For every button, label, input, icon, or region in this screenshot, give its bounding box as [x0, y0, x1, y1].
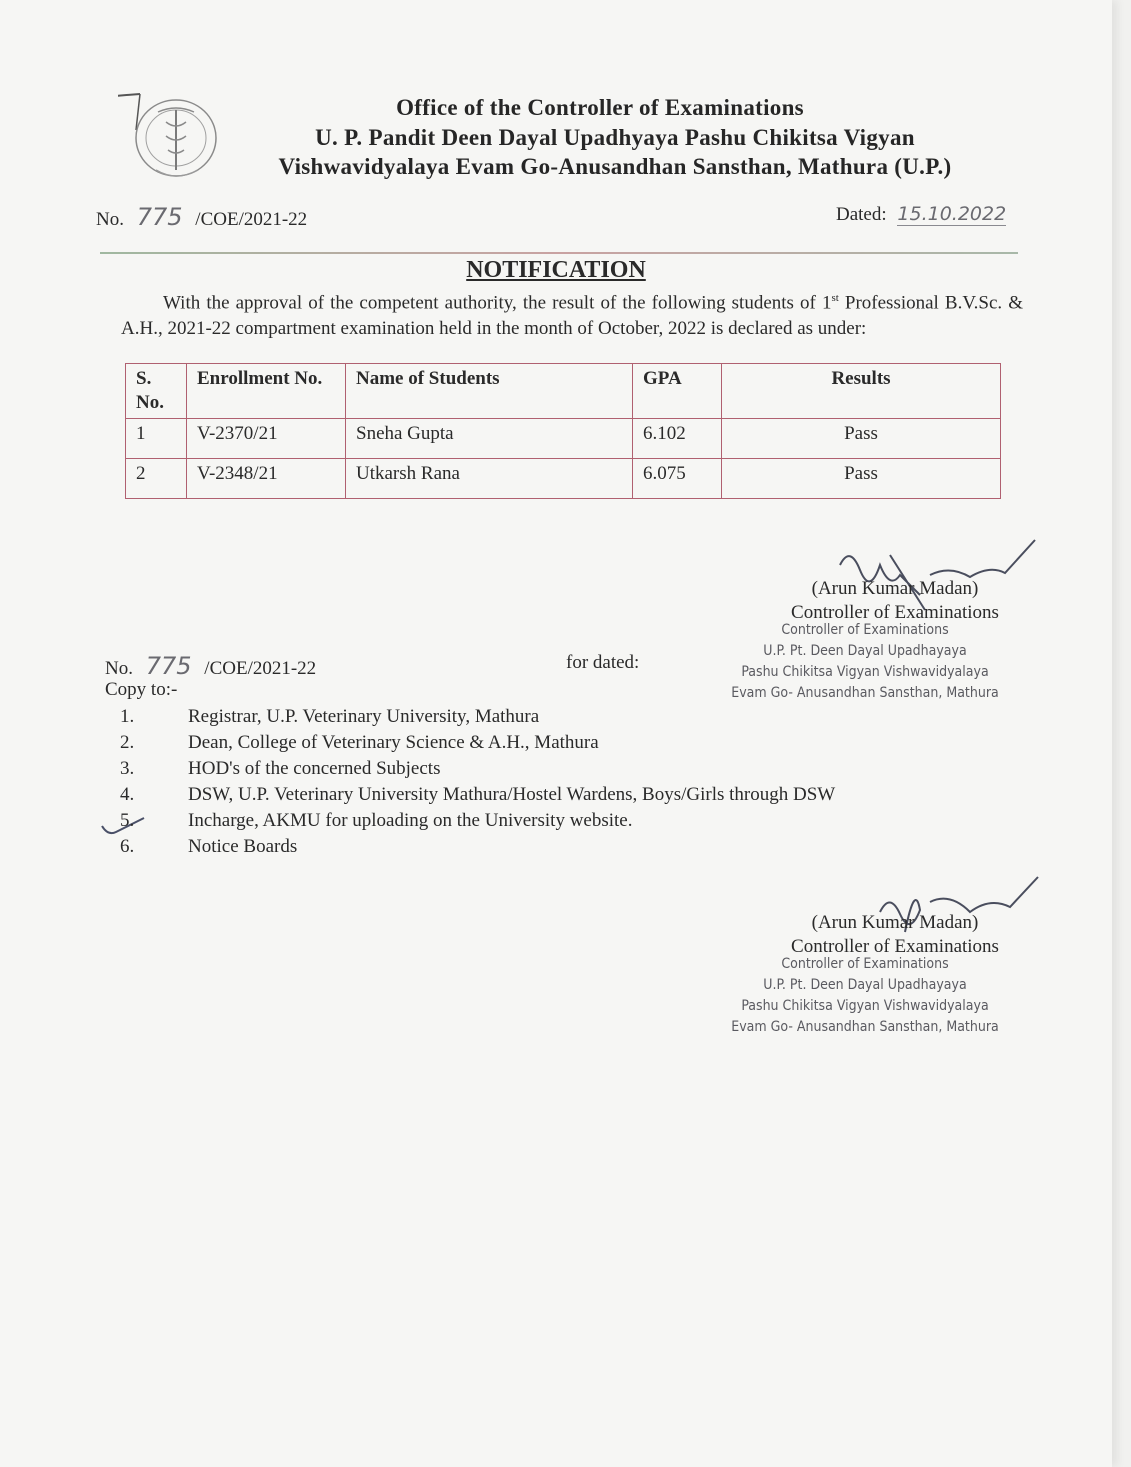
cell-enrollment: V-2370/21: [187, 419, 346, 459]
signature-block-2: [770, 911, 1020, 959]
reference-number: [96, 203, 307, 231]
table-row: [126, 459, 1001, 499]
cell-name: Sneha Gupta: [346, 419, 633, 459]
results-table: [125, 363, 1001, 499]
list-item: 4. DSW, U.P. Veterinary University Mathura/Hostel Wardens, Boys/Girls through DSW: [120, 784, 836, 805]
list-item: 2. Dean, College of Veterinary Science & A.H., Mathura: [120, 732, 599, 753]
signatory-name: (Arun Kumar Madan): [811, 912, 979, 933]
signatory-designation: Controller of Examinations: [791, 602, 999, 623]
reference-no-suffix: /COE/2021-22: [195, 209, 308, 230]
reference-no-label: No.: [96, 209, 124, 230]
cell-sno: 1: [126, 419, 187, 459]
col-header-name: Name of Students: [346, 364, 633, 419]
header-divider: [100, 252, 1018, 254]
cell-result: Pass: [722, 419, 1001, 459]
cell-enrollment: V-2348/21: [187, 459, 346, 499]
dated-label: Dated:: [836, 204, 887, 225]
header-university-name-2: Vishwavidyalaya Evam Go-Anusandhan Sansthan, Mathura (U.P.): [278, 154, 952, 179]
notification-body: With the approval of the competent authority, the result of the following students of 1st Professional B.V.Sc. & A.H., 2021-22 compartment examination held in the month of October, 2022 is declared as under:: [121, 292, 1023, 340]
list-item: 5. Incharge, AKMU for uploading on the University website.: [120, 810, 633, 831]
cell-result: Pass: [722, 459, 1001, 499]
table-row: [126, 419, 1001, 459]
copy-to-heading: Copy to:-: [105, 679, 178, 700]
list-item: 3. HOD's of the concerned Subjects: [120, 758, 441, 779]
copy-to-list: [120, 704, 835, 860]
cell-gpa: 6.102: [633, 419, 722, 459]
header-office-title: Office of the Controller of Examinations: [396, 95, 804, 120]
official-stamp-1: Controller of Examinations U.P. Pt. Deen Dayal Upadhayaya Pashu Chikitsa Vigyan Vishwavidyalaya Evam Go- Anusandhan Sansthan, Mathura: [731, 622, 999, 701]
dated-handwritten: 15.10.2022: [897, 203, 1007, 225]
col-header-enrollment: Enrollment No.: [187, 364, 346, 419]
official-stamp-2: Controller of Examinations U.P. Pt. Deen Dayal Upadhayaya Pashu Chikitsa Vigyan Vishwavidyalaya Evam Go- Anusandhan Sansthan, Mathura: [731, 956, 999, 1035]
signatory-designation: Controller of Examinations: [791, 936, 999, 957]
col-header-results: Results: [722, 364, 1001, 419]
col-header-sno: S. No.: [126, 364, 187, 419]
list-item: 1. Registrar, U.P. Veterinary University, Mathura: [120, 706, 540, 727]
cell-name: Utkarsh Rana: [346, 459, 633, 499]
copy-for-dated: for dated:: [566, 652, 640, 673]
table-header-row: [126, 364, 1001, 419]
signature-block-1: [770, 577, 1020, 625]
header-university-name-1: U. P. Pandit Deen Dayal Upadhyaya Pashu Chikitsa Vigyan: [315, 125, 915, 150]
list-item: 6. Notice Boards: [120, 836, 298, 857]
cell-gpa: 6.075: [633, 459, 722, 499]
copy-no-handwritten: 775: [145, 652, 192, 680]
cell-sno: 2: [126, 459, 187, 499]
reference-no-handwritten: 775: [136, 203, 183, 231]
col-header-gpa: GPA: [633, 364, 722, 419]
copy-reference-number: No. 775 /COE/2021-22: [105, 652, 317, 680]
reference-date: [836, 203, 1006, 226]
signatory-name: (Arun Kumar Madan): [811, 578, 979, 599]
notification-title: NOTIFICATION: [466, 257, 646, 283]
